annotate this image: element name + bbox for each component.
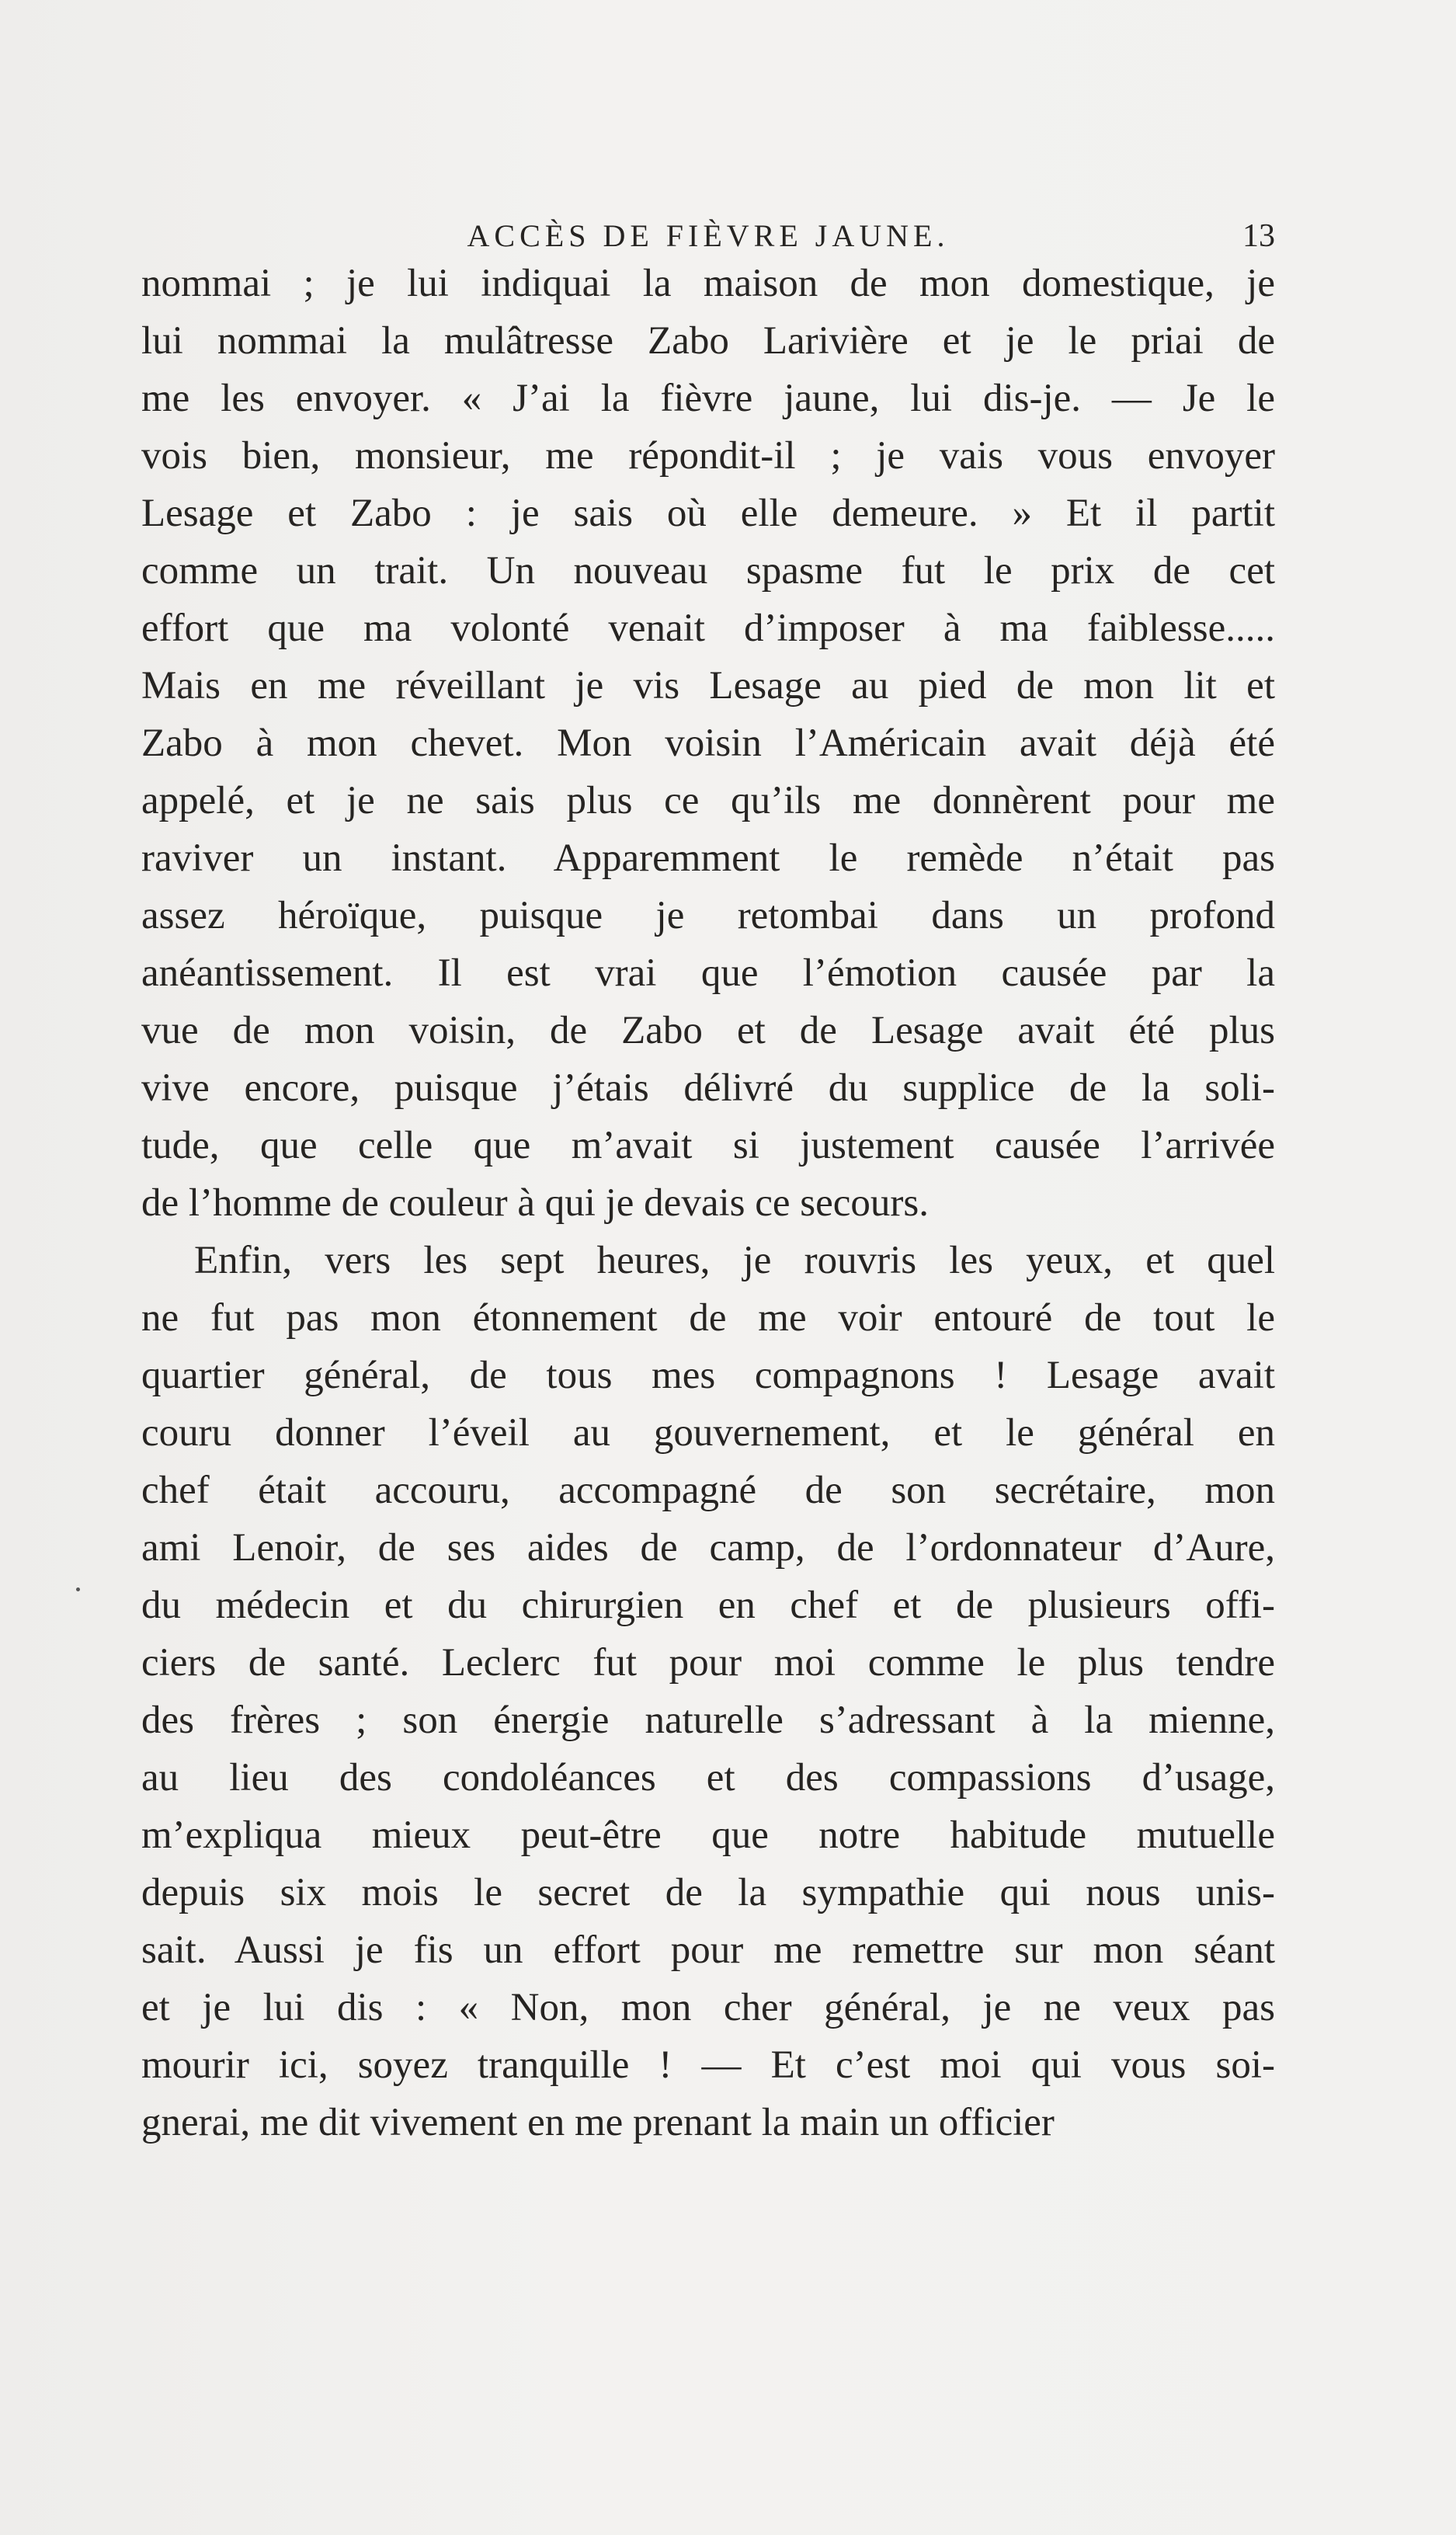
text-line: gnerai, me dit vivement en me prenant la main un officier [141, 2101, 1055, 2144]
text-line: comme un trait. Un nouveau spasme fut le prix de cet [141, 549, 1275, 593]
text-line: depuis six mois le secret de la sympathie qui nous unis- [141, 1871, 1275, 1914]
text-line: Zabo à mon chevet. Mon voisin l’Américain avait déjà été [141, 722, 1275, 765]
text-line: Enfin, vers les sept heures, je rouvris les yeux, et quel [194, 1239, 1275, 1282]
text-line: des frères ; son énergie naturelle s’adressant à la mienne, [141, 1699, 1275, 1742]
text-line: vive encore, puisque j’étais délivré du supplice de la soli- [141, 1066, 1275, 1110]
paragraph [141, 255, 1275, 1232]
text-line: mourir ici, soyez tranquille ! — Et c’est moi qui vous soi- [141, 2043, 1275, 2087]
paragraph [141, 1232, 1275, 2151]
text-line: me les envoyer. « J’ai la fièvre jaune, lui dis-je. — Je le [141, 377, 1275, 420]
text-line: quartier général, de tous mes compagnons ! Lesage avait [141, 1354, 1275, 1397]
text-line: de l’homme de couleur à qui je devais ce secours. [141, 1181, 929, 1225]
text-line: et je lui dis : « Non, mon cher général, je ne veux pas [141, 1986, 1275, 2029]
text-line: ciers de santé. Leclerc fut pour moi comme le plus tendre [141, 1641, 1275, 1685]
running-title: ACCÈS DE FIÈVRE JAUNE. [467, 218, 950, 253]
text-line: lui nommai la mulâtresse Zabo Larivière et je le priai de [141, 319, 1275, 363]
body-text [141, 255, 1275, 2151]
text-line: vois bien, monsieur, me répondit-il ; je vais vous envoyer [141, 434, 1275, 478]
paper-speck [76, 1587, 80, 1591]
text-line: nommai ; je lui indiquai la maison de mon domestique, je [141, 262, 1275, 305]
text-line: Mais en me réveillant je vis Lesage au pied de mon lit et [141, 664, 1275, 708]
text-line: tude, que celle que m’avait si justement causée l’arrivée [141, 1124, 1275, 1167]
text-line: anéantissement. Il est vrai que l’émotion causée par la [141, 951, 1275, 995]
text-line: ami Lenoir, de ses aides de camp, de l’ordonnateur d’Aure, [141, 1526, 1275, 1570]
page-header [141, 213, 1275, 259]
text-line: Lesage et Zabo : je sais où elle demeure. » Et il partit [141, 492, 1275, 535]
text-line: vue de mon voisin, de Zabo et de Lesage avait été plus [141, 1009, 1275, 1052]
text-line: raviver un instant. Apparemment le remède n’était pas [141, 836, 1275, 880]
text-line: sait. Aussi je fis un effort pour me remettre sur mon séant [141, 1928, 1275, 1972]
text-line: effort que ma volonté venait d’imposer à ma faiblesse..... [141, 607, 1275, 650]
page-number: 13 [1242, 218, 1275, 254]
text-line: du médecin et du chirurgien en chef et de plusieurs offi- [141, 1584, 1275, 1627]
text-line: couru donner l’éveil au gouvernement, et le général en [141, 1411, 1275, 1455]
text-line: au lieu des condoléances et des compassions d’usage, [141, 1756, 1275, 1800]
text-line: m’expliqua mieux peut-être que notre habitude mutuelle [141, 1813, 1275, 1857]
text-line: appelé, et je ne sais plus ce qu’ils me donnèrent pour me [141, 779, 1275, 822]
text-line: assez héroïque, puisque je retombai dans un profond [141, 894, 1275, 937]
text-line: chef était accouru, accompagné de son secrétaire, mon [141, 1469, 1275, 1512]
text-line: ne fut pas mon étonnement de me voir entouré de tout le [141, 1296, 1275, 1340]
